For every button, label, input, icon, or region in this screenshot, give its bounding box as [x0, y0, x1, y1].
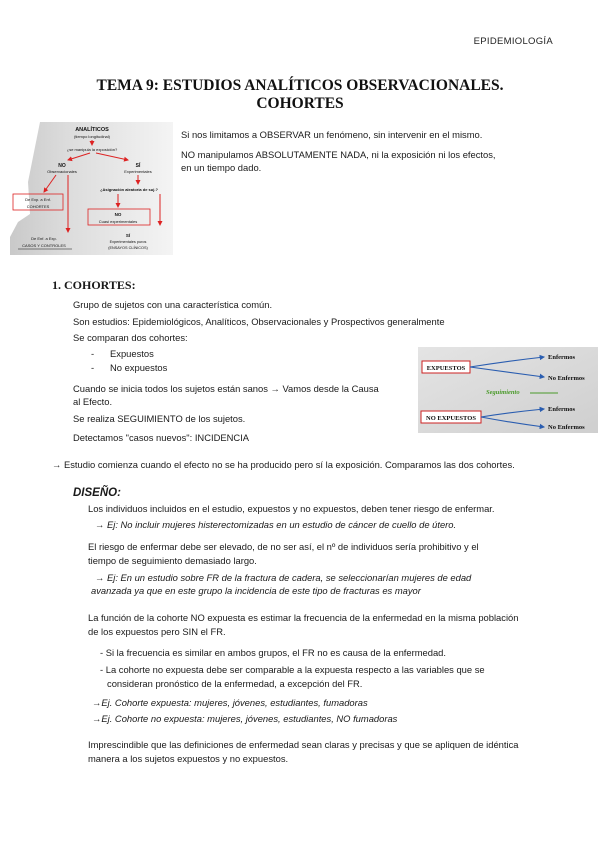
intro-p2b: en un tiempo dado. [181, 162, 262, 173]
diseno-p3b: de los expuestos pero SIN el FR. [88, 626, 226, 637]
diseno-p2b: tiempo de seguimiento demasiado largo. [88, 555, 257, 566]
page-header: EPIDEMIOLOGÍA [473, 36, 553, 47]
diseno-example-expuesta: →Ej. Cohorte expuesta: mujeres, jóvenes, estudiantes, fumadoras [92, 697, 368, 708]
flow-question: ¿se manipula la exposición? [66, 147, 118, 152]
section-heading-cohortes: 1. COHORTES: [52, 278, 136, 292]
cohort-diagram [418, 347, 598, 433]
diseno-dash2b: consideran pronóstico de la enfermedad, a excepción del FR. [107, 678, 363, 689]
cohort-seguimiento: Seguimiento [486, 389, 520, 396]
flow-mid-no-sub: Cuasi experimentales [98, 219, 138, 224]
diseno-dash1: - Si la frecuencia es similar en ambos grupos, el FR no es causa de la enfermedad. [100, 647, 447, 658]
flow-bottom-si-sub2: (ENSAYOS CLÍNICOS) [108, 246, 148, 250]
cohort-enfermos-2: Enfermos [548, 406, 576, 413]
s1-line4b: al Efecto. [73, 396, 113, 407]
s1-line7: → Estudio comienza cuando el efecto no se ha producido pero sí la exposición. Comparamos las dos cohortes. [52, 459, 515, 470]
diseno-example-no-expuesta: →Ej. Cohorte no expuesta: mujeres, jóvenes, estudiantes, NO fumadoras [92, 713, 398, 724]
s1-line4a: Cuando se inicia todos los sujetos están sanos → Vamos desde la Causa [73, 383, 379, 394]
intro-p1: Si nos limitamos a OBSERVAR un fenómeno, sin intervenir en el mismo. [181, 129, 483, 140]
flow-bottom-left1: De Enf. a Exp. [31, 236, 57, 241]
title-line-1: TEMA 9: ESTUDIOS ANALÍTICOS OBSERVACIONALES. [96, 77, 504, 94]
flow-bottom-si-sub1: Experimentales puros [109, 240, 147, 244]
bullet-dash-2: - [91, 362, 95, 373]
flow-si-sub: Experimentales [124, 169, 152, 174]
s1-line1: Grupo de sujetos con una característica común. [73, 299, 273, 310]
flow-analiticos-sub: (tiempo longitudinal) [73, 134, 111, 139]
flow-analiticos: ANALÍTICOS [75, 127, 109, 133]
s1-line6: Detectamos "casos nuevos": INCIDENCIA [73, 432, 249, 443]
flow-no-sub: Observacionales [47, 169, 77, 174]
section-heading-diseno: DISEÑO: [73, 487, 121, 499]
flow-asignacion: ¿Asignación aleatoria de suj.? [100, 187, 158, 192]
flow-no: NO [58, 163, 66, 169]
s1-line5: Se realiza SEGUIMIENTO de los sujetos. [73, 413, 246, 424]
diseno-p4b: manera a los sujetos expuestos y no expuestos. [88, 753, 289, 764]
flow-bottom-si: SÍ [125, 233, 131, 238]
s1-bullet-no-expuestos: No expuestos [110, 362, 168, 373]
flow-left-box2: COHORTES [26, 204, 50, 209]
diseno-p3a: La función de la cohorte NO expuesta es estimar la frecuencia de la enfermedad en la misma población [88, 612, 519, 623]
diseno-p2-example-b: avanzada ya que en este grupo la incidencia de este tipo de fracturas es mayor [91, 585, 421, 596]
flow-left-box1: De Exp. a Enf. [25, 197, 51, 202]
diseno-p4a: Imprescindible que las definiciones de enfermedad sean claras y precisas y que se apliquen de idéntica [88, 739, 519, 750]
flow-mid-no: NO [114, 212, 122, 217]
flow-bottom-left2: CASOS Y CONTROLES [22, 243, 66, 248]
diseno-p1-example: → Ej: No incluir mujeres histerectomizadas en un estudio de cáncer de cuello de útero. [95, 519, 457, 530]
page-title [0, 77, 600, 113]
study-types-flowchart [10, 122, 173, 255]
s1-line3: Se comparan dos cohortes: [73, 332, 188, 343]
flow-si: SÍ [135, 163, 141, 169]
diseno-p1: Los individuos incluidos en el estudio, expuestos y no expuestos, deben tener riesgo de enfermar. [88, 503, 495, 514]
cohort-enfermos-1: Enfermos [548, 354, 576, 361]
diseno-p2-example-a: → Ej: En un estudio sobre FR de la fractura de cadera, se seleccionarían mujeres de edad [95, 572, 472, 583]
cohort-no-expuestos: NO EXPUESTOS [426, 415, 476, 422]
title-line-2: COHORTES [256, 95, 344, 112]
intro-p2a: NO manipulamos ABSOLUTAMENTE NADA, ni la exposición ni los efectos, [181, 149, 496, 160]
cohort-no-enfermos-1: No Enfermos [548, 375, 585, 382]
cohort-no-enfermos-2: No Enfermos [548, 424, 585, 431]
diseno-dash2a: - La cohorte no expuesta debe ser comparable a la expuesta respecto a las variables que se [100, 664, 485, 675]
cohort-expuestos: EXPUESTOS [426, 365, 466, 372]
bullet-dash-1: - [91, 348, 95, 359]
diseno-p2a: El riesgo de enfermar debe ser elevado, de no ser así, el nº de individuos sería prohibitivo y el [88, 541, 479, 552]
s1-line2: Son estudios: Epidemiológicos, Analíticos, Observacionales y Prospectivos generalmente [73, 316, 445, 327]
s1-bullet-expuestos: Expuestos [110, 348, 154, 359]
